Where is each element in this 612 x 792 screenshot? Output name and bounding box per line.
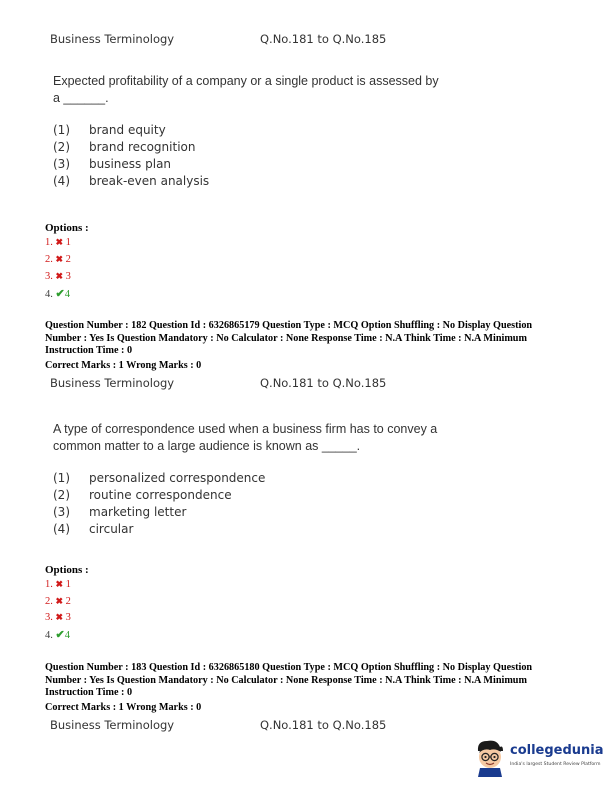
cross-icon: ✖ [55,612,64,622]
choice-number: 3. [45,612,53,623]
check-icon: ✔ [55,288,65,300]
choice-value: 1 [65,579,71,590]
options-label: Options : [45,222,89,234]
question-meta: Question Number : 183 Question Id : 6326865180 Question Type : MCQ Option Shuffling : No Display Question Number : Yes Is Question Mandatory : No Calculator : None Response Time : N.A Think Time : N.A Minimum Instruction Time : 0 [45,662,533,698]
choice-2-wrong [45,254,71,265]
choice-number: 1. [45,237,53,248]
choice-value: 4 [64,289,70,300]
choice-value: 4 [64,630,70,641]
choice-3-wrong [45,612,71,623]
option-number: (2) [53,140,70,154]
option-text: brand equity [89,123,166,137]
choice-value: 1 [65,237,71,248]
logo-tagline: India's largest Student Review Platform [510,762,601,767]
choice-number: 3. [45,271,53,282]
question-1-line-2: a ______. [53,91,109,105]
question-meta: Question Number : 182 Question Id : 6326865179 Question Type : MCQ Option Shuffling : No Display Question Number : Yes Is Question Mandatory : No Calculator : None Response Time : N.A Think Time : N.A Minimum Instruction Time : 0 [45,320,533,356]
option-text: personalized correspondence [89,471,266,485]
choice-3-wrong [45,271,71,282]
marks-info: Correct Marks : 1 Wrong Marks : 0 [45,360,202,371]
choice-value: 3 [65,271,71,282]
option-text: routine correspondence [89,488,232,502]
mascot-icon [473,739,507,777]
question-1-line-1: Expected profitability of a company or a single product is assessed by [53,74,439,88]
cross-icon: ✖ [55,596,64,606]
question-2-line-2: common matter to a large audience is known as _____. [53,439,361,453]
option-number: (1) [53,123,70,137]
option-number: (4) [53,174,70,188]
choice-value: 3 [65,612,71,623]
choice-number: 1. [45,579,53,590]
header-range: Q.No.181 to Q.No.185 [260,32,387,46]
option-text: marketing letter [89,505,187,519]
cross-icon: ✖ [55,237,64,247]
check-icon: ✔ [55,629,65,641]
options-label: Options : [45,564,89,576]
marks-info: Correct Marks : 1 Wrong Marks : 0 [45,702,202,713]
question-2-line-1: A type of correspondence used when a business firm has to convey a [53,422,438,436]
option-number: (2) [53,488,70,502]
choice-number: 4. [45,630,53,641]
cross-icon: ✖ [55,271,64,281]
choice-2-wrong [45,596,71,607]
header-subject: Business Terminology [50,718,175,732]
header-subject: Business Terminology [50,32,175,46]
choice-1-wrong [45,237,71,248]
choice-value: 2 [65,254,71,265]
choice-number: 2. [45,596,53,607]
choice-1-wrong [45,579,71,590]
choice-value: 2 [65,596,71,607]
choice-4-correct [45,287,70,300]
choice-4-correct [45,628,70,641]
option-text: business plan [89,157,172,171]
option-number: (4) [53,522,70,536]
option-number: (3) [53,157,70,171]
option-text: circular [89,522,134,536]
option-text: break-even analysis [89,174,210,188]
choice-number: 2. [45,254,53,265]
header-range: Q.No.181 to Q.No.185 [260,718,387,732]
option-number: (1) [53,471,70,485]
collegedunia-logo [473,739,603,779]
option-number: (3) [53,505,70,519]
option-text: brand recognition [89,140,196,154]
logo-wordmark: collegedunia [510,743,604,758]
choice-number: 4. [45,289,53,300]
header-subject: Business Terminology [50,376,175,390]
cross-icon: ✖ [55,254,64,264]
cross-icon: ✖ [55,579,64,589]
header-range: Q.No.181 to Q.No.185 [260,376,387,390]
